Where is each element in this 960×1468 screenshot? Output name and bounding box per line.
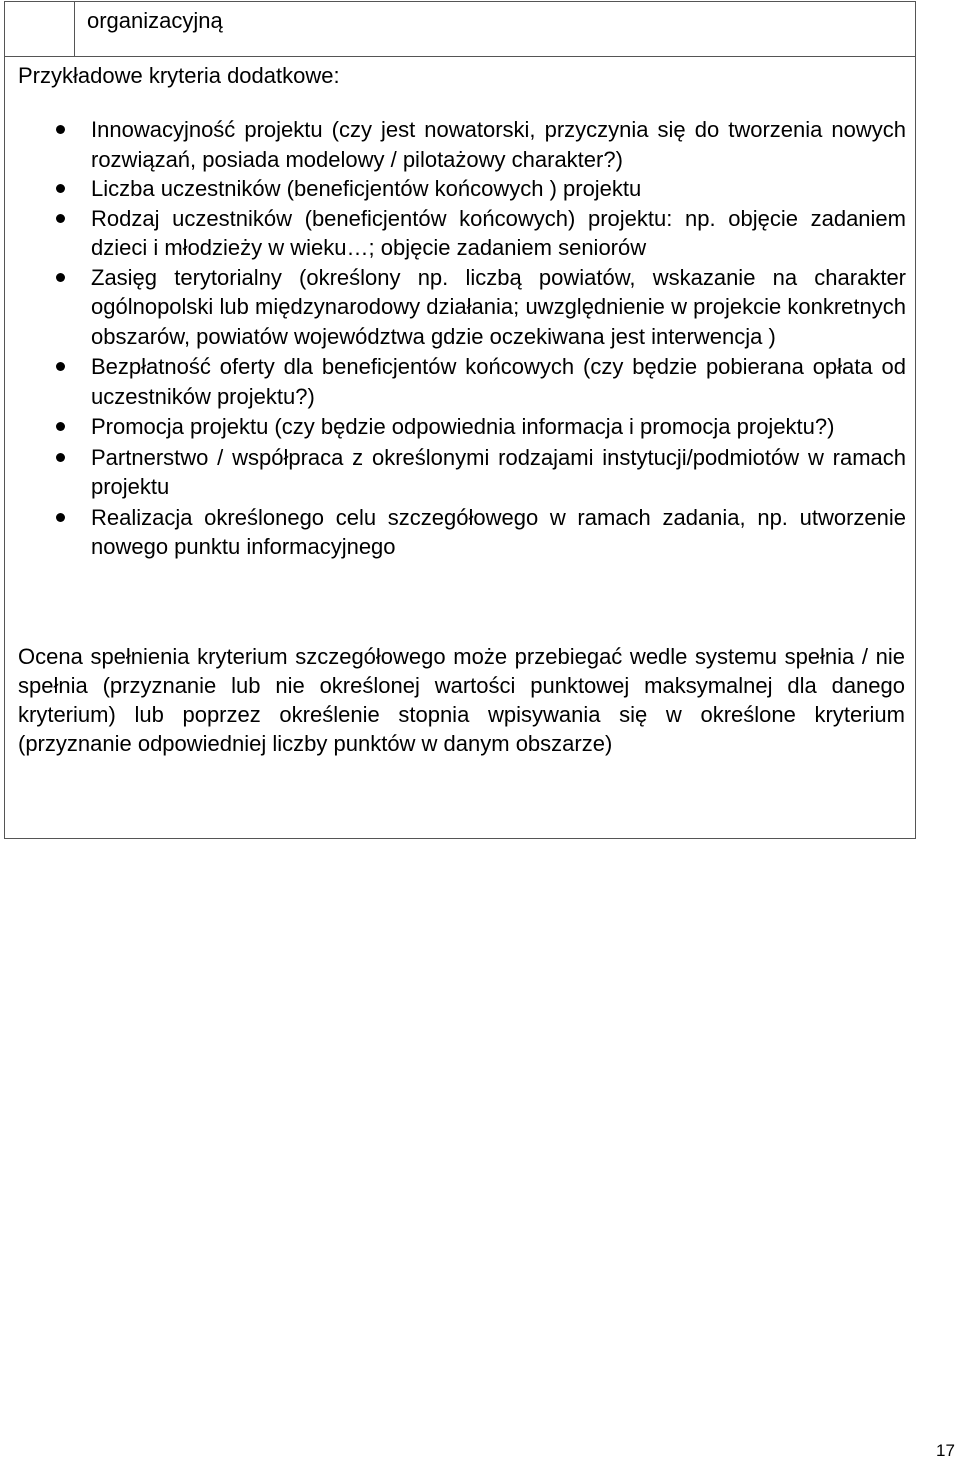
bullet-icon xyxy=(56,513,65,522)
bullet-icon xyxy=(56,184,65,193)
bullet-icon xyxy=(56,453,65,462)
top-cell-text: organizacyjną xyxy=(87,8,223,33)
list-item: Promocja projektu (czy będzie odpowiednia informacja i promocja projektu?) xyxy=(91,412,906,442)
table-top-cell xyxy=(75,2,915,56)
list-item: Rodzaj uczestników (beneficjentów końcowych) projektu: np. objęcie zadaniem dzieci i młodzieży w wieku…; objęcie zadaniem seniorów xyxy=(91,204,906,263)
bullet-icon xyxy=(56,362,65,371)
list-item: Realizacja określonego celu szczegółowego w ramach zadania, np. utworzenie nowego punktu informacyjnego xyxy=(91,503,906,562)
bullet-icon xyxy=(56,214,65,223)
assessment-paragraph: Ocena spełnienia kryterium szczegółowego może przebiegać wedle systemu spełnia / nie spełnia (przyznanie lub nie określonej wartości punktowej maksymalnej dla danego kryterium) lub poprzez określenie stopnia wpisywania się w określone kryterium (przyznanie odpowiedniej liczby punktów w danym obszarze) xyxy=(18,644,905,756)
list-item: Partnerstwo / współpraca z określonymi rodzajami instytucji/podmiotów w ramach projektu xyxy=(91,443,906,502)
list-item: Innowacyjność projektu (czy jest nowatorski, przyczynia się do tworzenia nowych rozwiązań, posiada modelowy / pilotażowy charakter?) xyxy=(91,115,906,174)
table-top-row xyxy=(5,2,915,57)
criteria-list xyxy=(5,115,915,562)
table-body-cell xyxy=(5,57,915,838)
list-item: Liczba uczestników (beneficjentów końcowych ) projektu xyxy=(91,174,906,204)
bullet-icon xyxy=(56,422,65,431)
table-empty-cell xyxy=(5,2,75,56)
bullet-icon xyxy=(56,273,65,282)
bullet-icon xyxy=(56,125,65,134)
criteria-heading: Przykładowe kryteria dodatkowe: xyxy=(18,63,340,88)
page-number: 17 xyxy=(936,1441,955,1460)
criteria-table xyxy=(4,1,916,839)
list-item: Bezpłatność oferty dla beneficjentów końcowych (czy będzie pobierana opłata od uczestników projektu?) xyxy=(91,352,906,411)
list-item: Zasięg terytorialny (określony np. liczbą powiatów, wskazanie na charakter ogólnopolski lub międzynarodowy działania; uwzględnienie w projekcie konkretnych obszarów, powiatów województwa gdzie oczekiwana jest interwencja ) xyxy=(91,263,906,352)
